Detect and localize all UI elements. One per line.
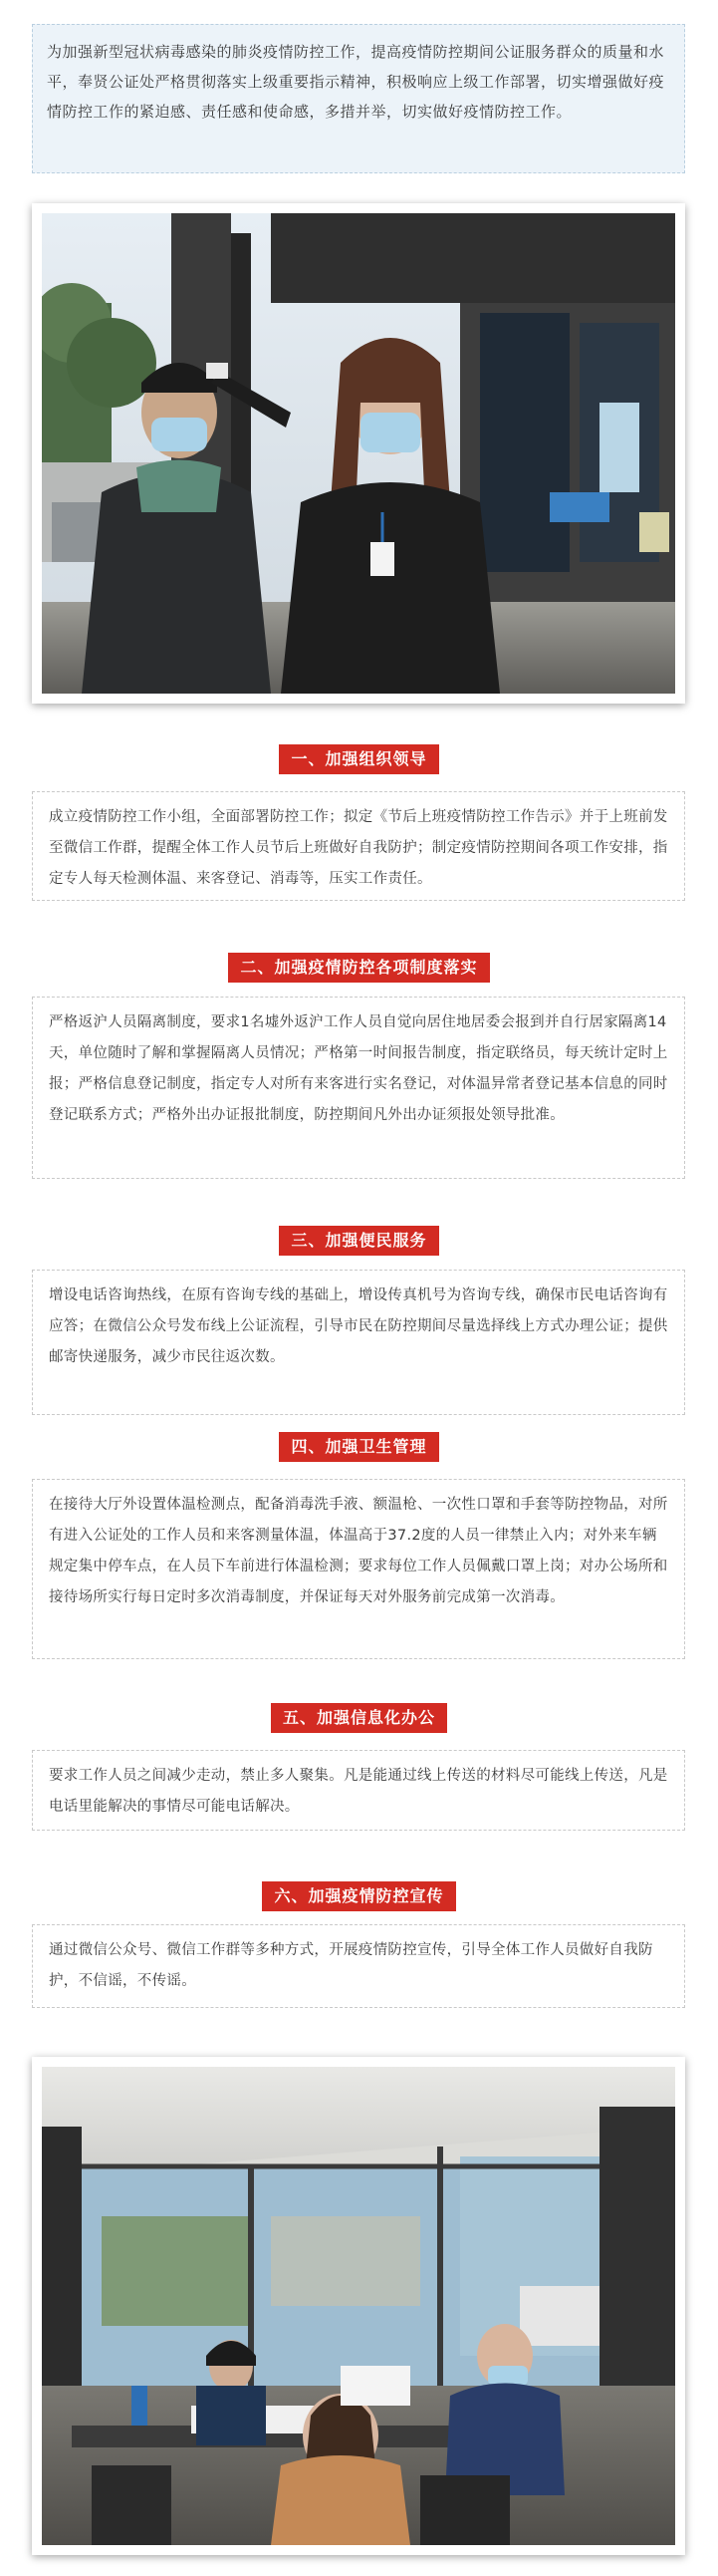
section-3-text: 增设电话咨询热线，在原有咨询专线的基础上，增设传真机号为咨询专线，确保市民电话咨询有应答；在微信公众号发布线上公证流程，引导市民在防控期间尽量选择线上方式办理公证；提供邮寄快递服务，减少市民往返次数。 <box>32 1270 685 1415</box>
section-6-heading: 六、加强疫情防控宣传 <box>0 1881 718 1911</box>
section-5-text: 要求工作人员之间减少走动，禁止多人聚集。凡是能通过线上传送的材料尽可能线上传送，凡是电话里能解决的事情尽可能电话解决。 <box>32 1750 685 1831</box>
service-hall-photo <box>32 2057 685 2555</box>
section-3-heading: 三、加强便民服务 <box>0 1226 718 1256</box>
section-4-text: 在接待大厅外设置体温检测点，配备消毒洗手液、额温枪、一次性口罩和手套等防控物品，对所有进入公证处的工作人员和来客测量体温，体温高于37.2度的人员一律禁止入内；对外来车辆规定集中停车点，在人员下车前进行体温检测；要求每位工作人员佩戴口罩上岗；对办公场所和接待场所实行每日定时多次消毒制度，并保证每天对外服务前完成第一次消毒。 <box>32 1479 685 1659</box>
section-4-heading: 四、加强卫生管理 <box>0 1432 718 1462</box>
temperature-check-image <box>42 213 675 694</box>
section-1-heading: 一、加强组织领导 <box>0 744 718 774</box>
section-1-text: 成立疫情防控工作小组，全面部署防控工作；拟定《节后上班疫情防控工作告示》并于上班前发至微信工作群，提醒全体工作人员节后上班做好自我防护；制定疫情防控期间各项工作安排，指定专人每天检测体温、来客登记、消毒等，压实工作责任。 <box>32 791 685 901</box>
intro-paragraph: 为加强新型冠状病毒感染的肺炎疫情防控工作，提高疫情防控期间公证服务群众的质量和水平，奉贤公证处严格贯彻落实上级重要指示精神，积极响应上级工作部署，切实增强做好疫情防控工作的紧迫感、责任感和使命感，多措并举，切实做好疫情防控工作。 <box>32 24 685 173</box>
section-2-heading: 二、加强疫情防控各项制度落实 <box>0 953 718 983</box>
section-2-text: 严格返沪人员隔离制度，要求1名墟外返沪工作人员自觉向居住地居委会报到并自行居家隔离14天，单位随时了解和掌握隔离人员情况；严格第一时间报告制度，指定联络员，每天统计定时上报；严格信息登记制度，指定专人对所有来客进行实名登记，对体温异常者登记基本信息的同时登记联系方式；严格外出办证报批制度，防控期间凡外出办证须报处领导批准。 <box>32 997 685 1179</box>
service-hall-image <box>42 2067 675 2545</box>
temperature-check-photo <box>32 203 685 704</box>
section-6-text: 通过微信公众号、微信工作群等多种方式，开展疫情防控宣传，引导全体工作人员做好自我防护，不信谣，不传谣。 <box>32 1924 685 2008</box>
section-5-heading: 五、加强信息化办公 <box>0 1703 718 1733</box>
